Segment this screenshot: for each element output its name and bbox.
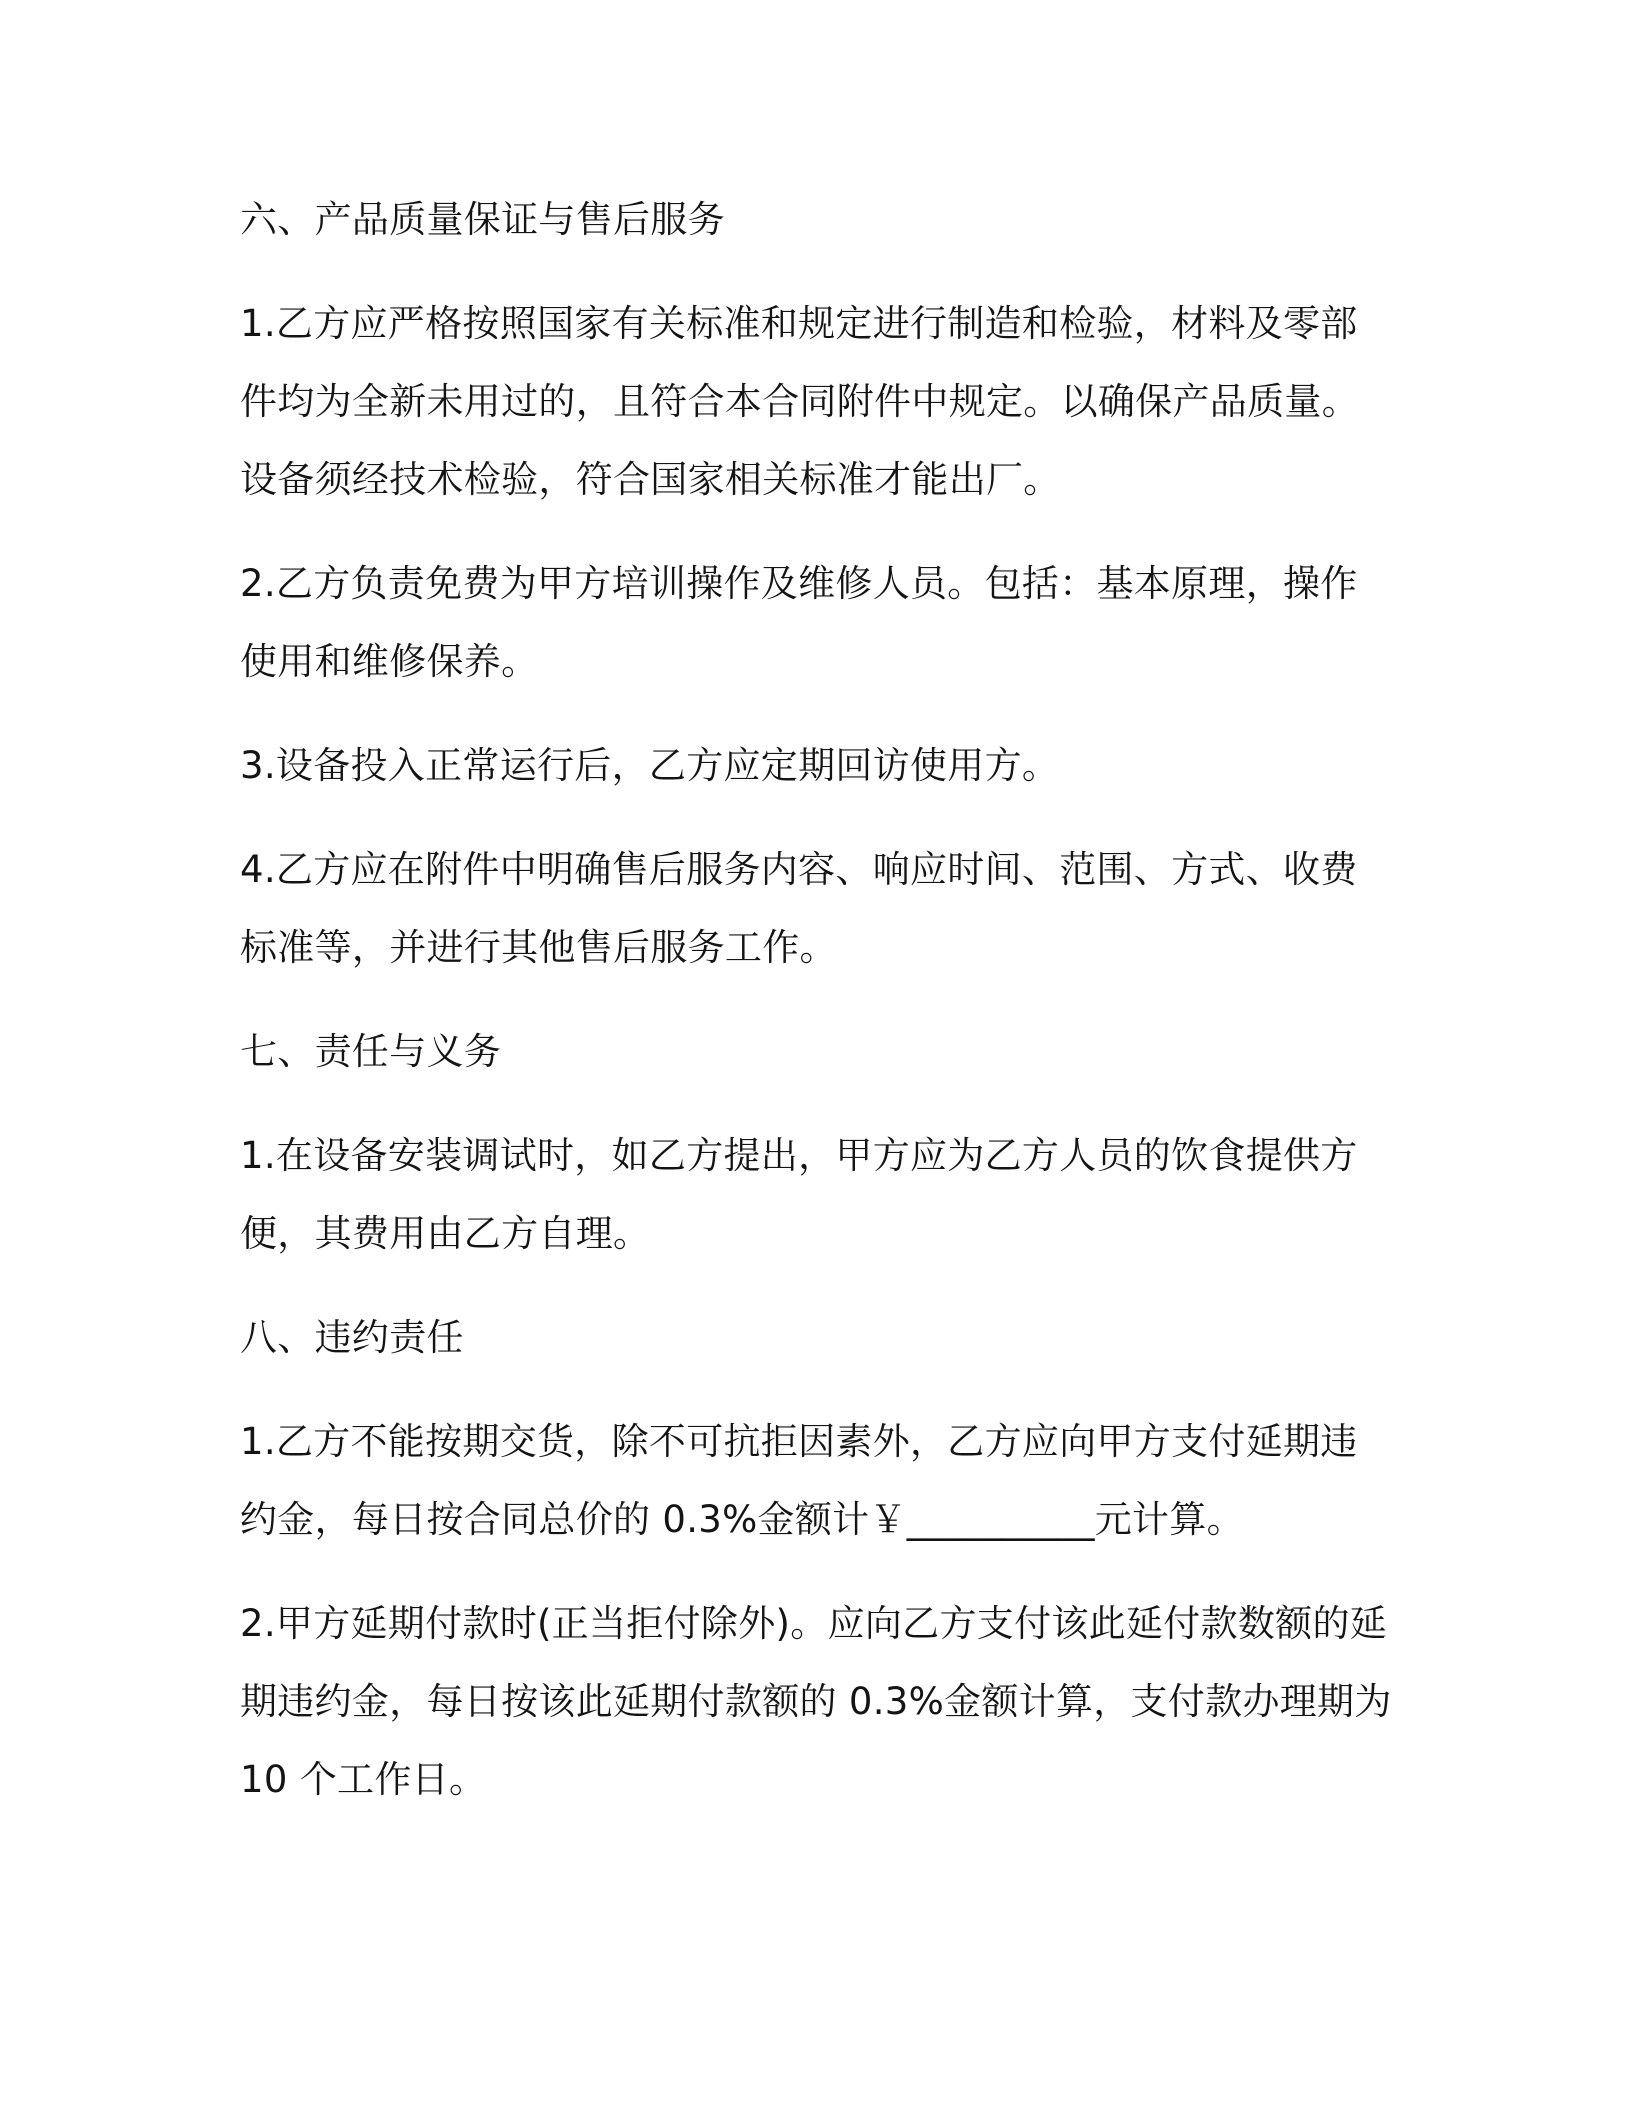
paragraph-gap xyxy=(240,701,1400,727)
section-6-item-2 xyxy=(240,545,1400,701)
section-6-item-4 xyxy=(240,831,1400,987)
paragraph-line: 期违约金，每日按该此延期付款额的 0.3%金额计算，支付款办理期为 xyxy=(240,1680,1392,1723)
paragraph-line: 标准等，并进行其他售后服务工作。 xyxy=(240,926,837,969)
paragraph-gap xyxy=(240,1091,1400,1117)
paragraph-gap xyxy=(240,1377,1400,1403)
paragraph-line: 1.乙方应严格按照国家有关标准和规定进行制造和检验，材料及零部 xyxy=(240,302,1358,345)
document-body xyxy=(240,181,1400,1819)
paragraph-line: 2.乙方负责免费为甲方培训操作及维修人员。包括：基本原理，操作 xyxy=(240,562,1358,605)
section-6-item-3 xyxy=(240,727,1400,805)
paragraph-line: 设备须经技术检验，符合国家相关标准才能出厂。 xyxy=(240,458,1061,501)
section-7-heading: 七、责任与义务 xyxy=(240,1030,502,1073)
section-8-item-1 xyxy=(240,1403,1400,1559)
paragraph-line: 4.乙方应在附件中明确售后服务内容、响应时间、范围、方式、收费 xyxy=(240,848,1358,891)
paragraph-line: 约金，每日按合同总价的 0.3%金额计￥__________元计算。 xyxy=(240,1498,1244,1541)
paragraph-line: 10 个工作日。 xyxy=(240,1758,487,1801)
paragraph-line: 便，其费用由乙方自理。 xyxy=(240,1212,651,1255)
paragraph-line: 使用和维修保养。 xyxy=(240,640,539,683)
paragraph-line: 1.乙方不能按期交货，除不可抗拒因素外，乙方应向甲方支付延期违 xyxy=(240,1420,1358,1463)
paragraph-gap xyxy=(240,1559,1400,1585)
section-6-item-1 xyxy=(240,285,1400,519)
section-8-heading: 八、违约责任 xyxy=(240,1316,464,1359)
paragraph-line: 1.在设备安装调试时，如乙方提出，甲方应为乙方人员的饮食提供方 xyxy=(240,1134,1358,1177)
paragraph-line: 2.甲方延期付款时(正当拒付除外)。应向乙方支付该此延付款数额的延 xyxy=(240,1602,1388,1645)
section-7-item-1 xyxy=(240,1117,1400,1273)
paragraph-gap xyxy=(240,519,1400,545)
paragraph-line: 件均为全新未用过的，且符合本合同附件中规定。以确保产品质量。 xyxy=(240,380,1359,423)
paragraph-gap xyxy=(240,259,1400,285)
paragraph-gap xyxy=(240,1273,1400,1299)
paragraph-gap xyxy=(240,805,1400,831)
paragraph-line: 3.设备投入正常运行后，乙方应定期回访使用方。 xyxy=(240,744,1060,787)
section-6-heading: 六、产品质量保证与售后服务 xyxy=(240,198,725,241)
section-8-item-2 xyxy=(240,1585,1400,1819)
paragraph-gap xyxy=(240,987,1400,1013)
